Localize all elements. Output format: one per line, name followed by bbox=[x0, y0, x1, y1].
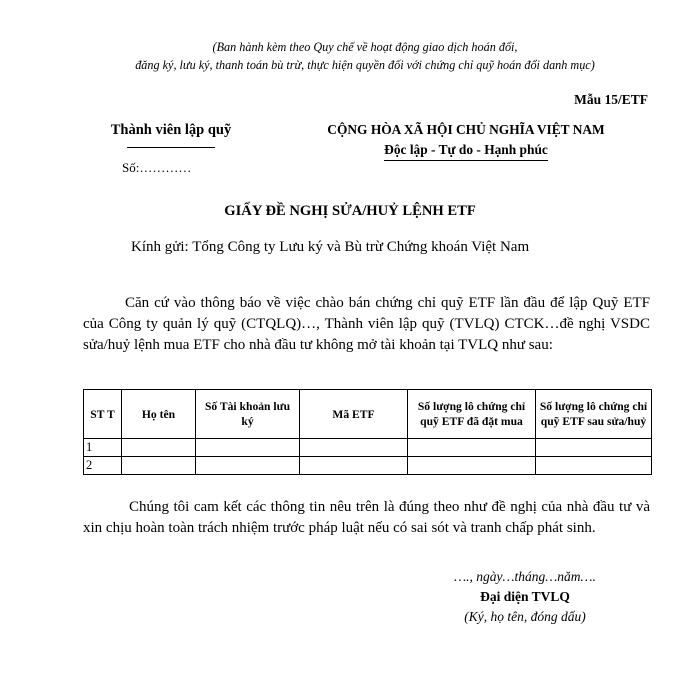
member-underline bbox=[127, 147, 215, 148]
form-code: Mẫu 15/ETF bbox=[574, 92, 648, 107]
column-header-etf-code: Mã ETF bbox=[300, 390, 408, 439]
table-cell bbox=[408, 439, 536, 457]
table-cell bbox=[300, 439, 408, 457]
member-title: Thành viên lập quỹ bbox=[110, 122, 232, 138]
table-cell bbox=[408, 457, 536, 475]
signature-block bbox=[425, 567, 625, 627]
document-number: Số:………… bbox=[122, 160, 192, 175]
etf-order-table bbox=[83, 389, 652, 475]
table-row bbox=[84, 457, 652, 475]
national-header bbox=[296, 122, 636, 161]
table-row bbox=[84, 439, 652, 457]
document-title: GIẤY ĐỀ NGHỊ SỬA/HUỶ LỆNH ETF bbox=[224, 203, 476, 219]
column-header-full-name: Họ tên bbox=[122, 390, 196, 439]
table-cell bbox=[122, 457, 196, 475]
signature-role: Đại diện TVLQ bbox=[480, 589, 570, 604]
table-cell bbox=[196, 457, 300, 475]
column-header-custody-account: Số Tài khoản lưu ký bbox=[196, 390, 300, 439]
signature-date: …., ngày…tháng…năm…. bbox=[454, 569, 596, 584]
regulation-note bbox=[60, 38, 670, 74]
signature-note: (Ký, họ tên, đóng dấu) bbox=[464, 609, 586, 624]
table-cell bbox=[536, 439, 652, 457]
member-block bbox=[108, 122, 234, 148]
column-header-stt: ST T bbox=[84, 390, 122, 439]
regulation-note-line-1: (Ban hành kèm theo Quy chế về hoạt động giao dịch hoán đổi, bbox=[212, 40, 518, 54]
republic-name: CỘNG HÒA XÃ HỘI CHỦ NGHĨA VIỆT NAM bbox=[327, 122, 605, 137]
table-cell: 2 bbox=[84, 457, 122, 475]
regulation-note-line-2: đăng ký, lưu ký, thanh toán bù trừ, thực hiện quyền đối với chứng chỉ quỹ hoán đổi danh mục) bbox=[135, 58, 595, 72]
table-header-row bbox=[84, 390, 652, 439]
table-cell bbox=[122, 439, 196, 457]
table-cell bbox=[196, 439, 300, 457]
table-cell bbox=[536, 457, 652, 475]
table-cell bbox=[300, 457, 408, 475]
national-motto: Độc lập - Tự do - Hạnh phúc bbox=[384, 142, 548, 161]
column-header-amended-lots: Số lượng lô chứng chỉ quỹ ETF sau sửa/huỷ bbox=[536, 390, 652, 439]
table-cell: 1 bbox=[84, 439, 122, 457]
commitment-paragraph: Chúng tôi cam kết các thông tin nêu trên là đúng theo như đề nghị của nhà đầu tư và xin chịu hoàn toàn trách nhiệm trước pháp luật nếu có sai sót và tranh chấp phát sinh. bbox=[83, 499, 650, 536]
column-header-ordered-lots: Số lượng lô chứng chỉ quỹ ETF đã đặt mua bbox=[408, 390, 536, 439]
recipient-line: Kính gửi: Tổng Công ty Lưu ký và Bù trừ Chứng khoán Việt Nam bbox=[131, 239, 530, 255]
request-paragraph: Căn cứ vào thông báo về việc chào bán chứng chỉ quỹ ETF lần đầu để lập Quỹ ETF của Công ty quản lý quỹ (CTQLQ)…, Thành viên lập quỹ (TVLQ) CTCK…đề nghị VSDC sửa/huỷ lệnh mua ETF cho nhà đầu tư không mở tài khoản tại TVLQ như sau: bbox=[83, 295, 650, 353]
